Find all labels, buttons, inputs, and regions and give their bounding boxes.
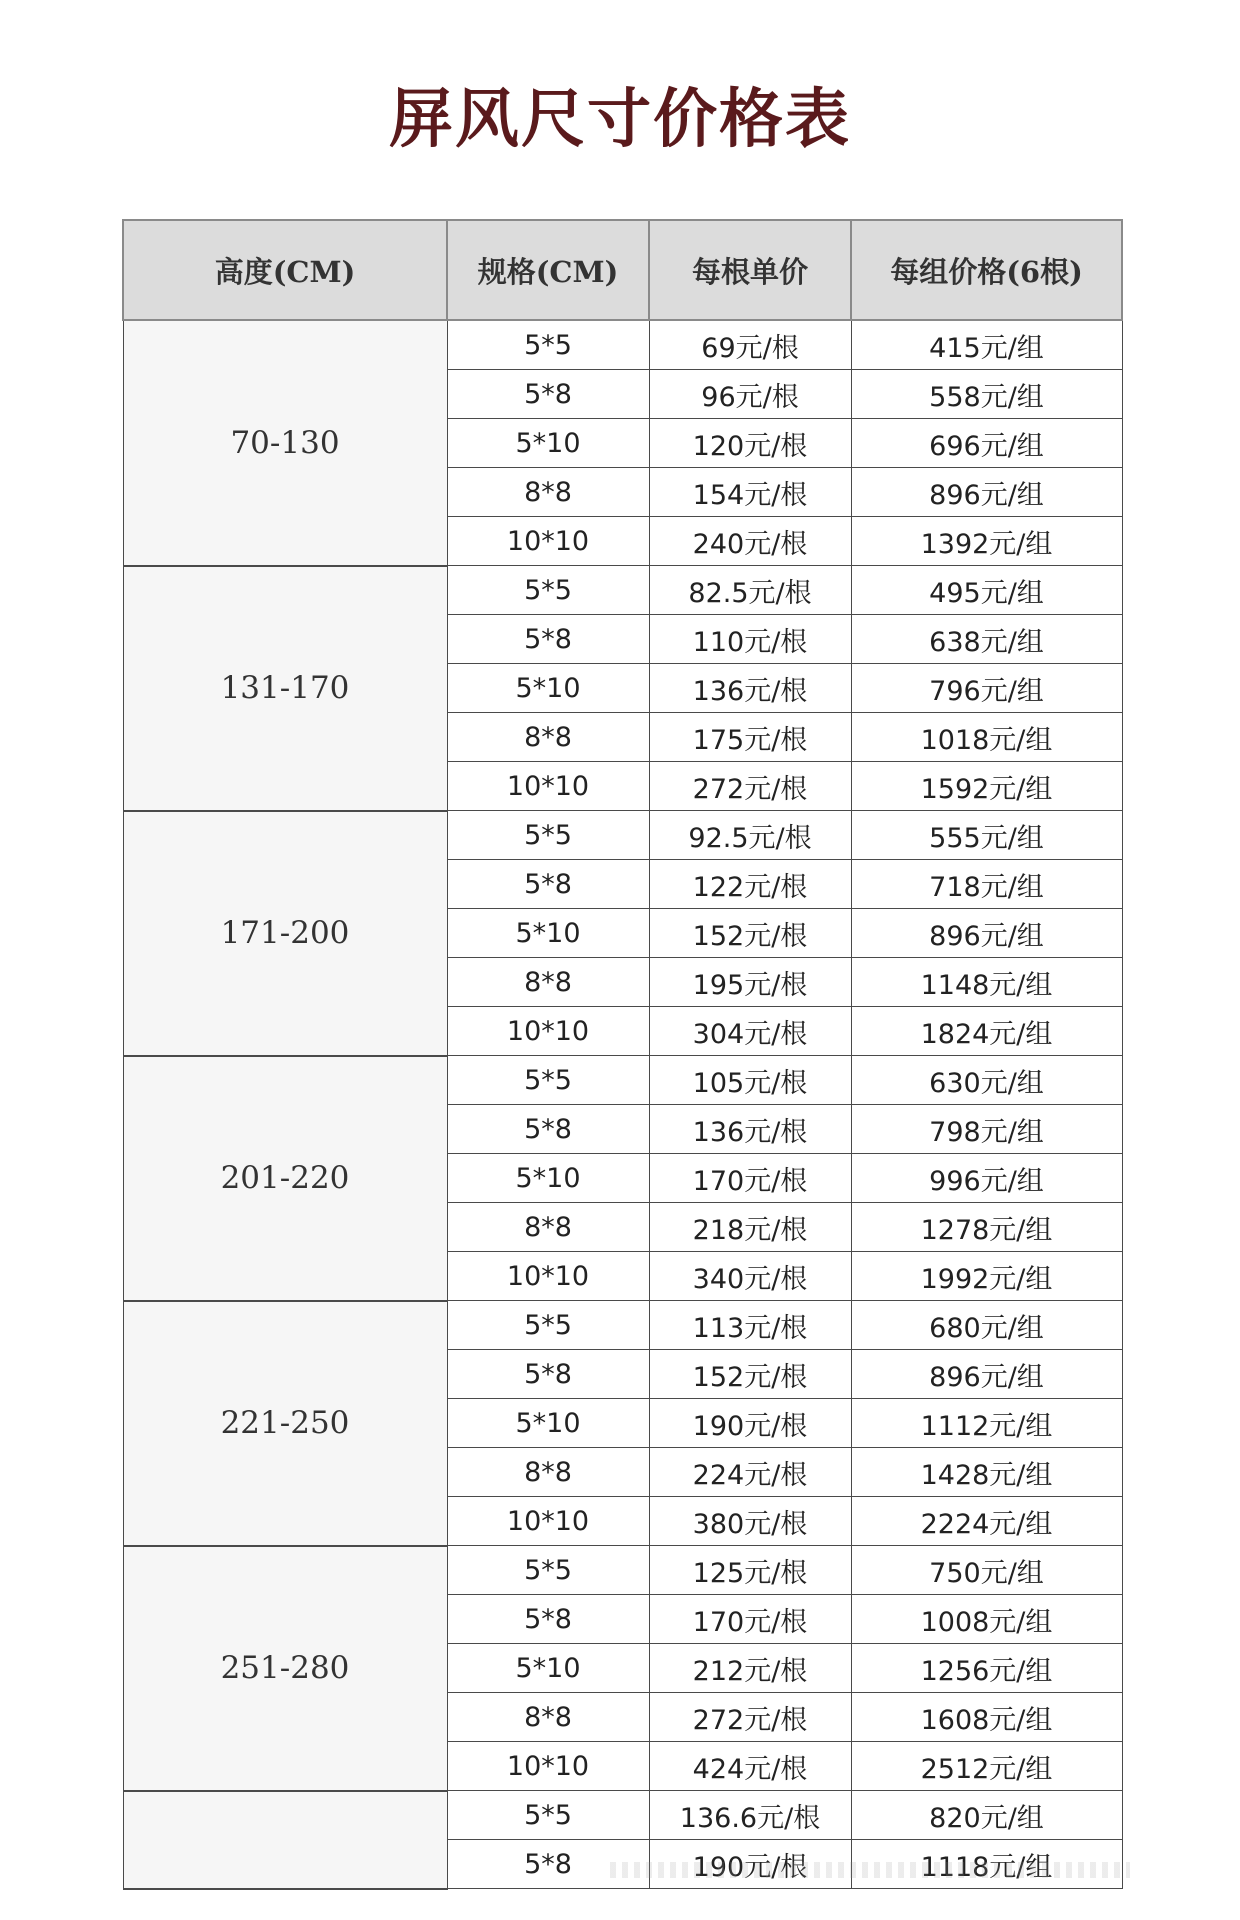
header-height: 高度(CM) <box>123 220 447 320</box>
set-price-cell: 1608元/组 <box>851 1693 1122 1742</box>
table-row <box>123 566 1122 615</box>
unit-price-cell: 136.6元/根 <box>649 1791 851 1840</box>
unit-price-cell: 82.5元/根 <box>649 566 851 615</box>
height-range-cell: 251-280 <box>123 1546 447 1791</box>
unit-price-cell: 136元/根 <box>649 664 851 713</box>
spec-cell: 5*10 <box>447 909 649 958</box>
height-range-cell: 171-200 <box>123 811 447 1056</box>
spec-cell: 5*10 <box>447 664 649 713</box>
spec-cell: 8*8 <box>447 468 649 517</box>
spec-cell: 5*5 <box>447 566 649 615</box>
spec-cell: 10*10 <box>447 517 649 566</box>
set-price-cell: 638元/组 <box>851 615 1122 664</box>
set-price-cell: 2512元/组 <box>851 1742 1122 1791</box>
unit-price-cell: 218元/根 <box>649 1203 851 1252</box>
set-price-cell: 1148元/组 <box>851 958 1122 1007</box>
unit-price-cell: 110元/根 <box>649 615 851 664</box>
table-row <box>123 1791 1122 1840</box>
table-row <box>123 1301 1122 1350</box>
set-price-cell: 1824元/组 <box>851 1007 1122 1056</box>
table-row <box>123 1056 1122 1105</box>
set-price-cell: 896元/组 <box>851 1350 1122 1399</box>
unit-price-cell: 122元/根 <box>649 860 851 909</box>
spec-cell: 5*8 <box>447 1350 649 1399</box>
header-spec: 规格(CM) <box>447 220 649 320</box>
unit-price-cell: 69元/根 <box>649 320 851 370</box>
set-price-cell: 996元/组 <box>851 1154 1122 1203</box>
spec-cell: 5*10 <box>447 419 649 468</box>
unit-price-cell: 224元/根 <box>649 1448 851 1497</box>
height-range-cell <box>123 1791 447 1889</box>
unit-price-cell: 212元/根 <box>649 1644 851 1693</box>
unit-price-cell: 272元/根 <box>649 1693 851 1742</box>
set-price-cell: 1008元/组 <box>851 1595 1122 1644</box>
unit-price-cell: 154元/根 <box>649 468 851 517</box>
unit-price-cell: 120元/根 <box>649 419 851 468</box>
spec-cell: 10*10 <box>447 1007 649 1056</box>
set-price-cell: 896元/组 <box>851 468 1122 517</box>
spec-cell: 5*5 <box>447 1791 649 1840</box>
table-header-row <box>123 220 1122 320</box>
spec-cell: 8*8 <box>447 1448 649 1497</box>
unit-price-cell: 190元/根 <box>649 1399 851 1448</box>
header-unit-price: 每根单价 <box>649 220 851 320</box>
set-price-cell: 680元/组 <box>851 1301 1122 1350</box>
spec-cell: 5*10 <box>447 1154 649 1203</box>
price-table <box>122 219 1123 1890</box>
unit-price-cell: 125元/根 <box>649 1546 851 1595</box>
height-range-cell: 70-130 <box>123 320 447 566</box>
unit-price-cell: 113元/根 <box>649 1301 851 1350</box>
set-price-cell: 2224元/组 <box>851 1497 1122 1546</box>
set-price-cell: 1278元/组 <box>851 1203 1122 1252</box>
unit-price-cell: 92.5元/根 <box>649 811 851 860</box>
set-price-cell: 750元/组 <box>851 1546 1122 1595</box>
set-price-cell: 796元/组 <box>851 664 1122 713</box>
unit-price-cell: 136元/根 <box>649 1105 851 1154</box>
unit-price-cell: 240元/根 <box>649 517 851 566</box>
unit-price-cell: 424元/根 <box>649 1742 851 1791</box>
spec-cell: 10*10 <box>447 1497 649 1546</box>
set-price-cell: 1592元/组 <box>851 762 1122 811</box>
unit-price-cell: 195元/根 <box>649 958 851 1007</box>
unit-price-cell: 175元/根 <box>649 713 851 762</box>
header-set-price: 每组价格(6根) <box>851 220 1122 320</box>
spec-cell: 5*8 <box>447 860 649 909</box>
unit-price-cell: 380元/根 <box>649 1497 851 1546</box>
page-title: 屏风尺寸价格表 <box>389 82 851 157</box>
spec-cell: 5*5 <box>447 811 649 860</box>
set-price-cell: 896元/组 <box>851 909 1122 958</box>
spec-cell: 5*8 <box>447 370 649 419</box>
spec-cell: 5*10 <box>447 1399 649 1448</box>
set-price-cell: 1428元/组 <box>851 1448 1122 1497</box>
spec-cell: 8*8 <box>447 1203 649 1252</box>
spec-cell: 5*8 <box>447 1840 649 1889</box>
set-price-cell: 798元/组 <box>851 1105 1122 1154</box>
unit-price-cell: 190元/根 <box>649 1840 851 1889</box>
spec-cell: 5*5 <box>447 1301 649 1350</box>
unit-price-cell: 96元/根 <box>649 370 851 419</box>
table-row <box>123 320 1122 370</box>
unit-price-cell: 170元/根 <box>649 1154 851 1203</box>
set-price-cell: 558元/组 <box>851 370 1122 419</box>
unit-price-cell: 170元/根 <box>649 1595 851 1644</box>
spec-cell: 10*10 <box>447 762 649 811</box>
set-price-cell: 415元/组 <box>851 320 1122 370</box>
unit-price-cell: 340元/根 <box>649 1252 851 1301</box>
set-price-cell: 1018元/组 <box>851 713 1122 762</box>
unit-price-cell: 304元/根 <box>649 1007 851 1056</box>
spec-cell: 5*5 <box>447 1546 649 1595</box>
spec-cell: 10*10 <box>447 1742 649 1791</box>
unit-price-cell: 152元/根 <box>649 909 851 958</box>
spec-cell: 5*8 <box>447 1105 649 1154</box>
height-range-cell: 221-250 <box>123 1301 447 1546</box>
set-price-cell: 718元/组 <box>851 860 1122 909</box>
unit-price-cell: 272元/根 <box>649 762 851 811</box>
spec-cell: 5*5 <box>447 1056 649 1105</box>
table-body <box>123 320 1122 1889</box>
height-range-cell: 131-170 <box>123 566 447 811</box>
price-table-container <box>122 219 1121 1890</box>
height-range-cell: 201-220 <box>123 1056 447 1301</box>
spec-cell: 5*5 <box>447 320 649 370</box>
table-row <box>123 811 1122 860</box>
spec-cell: 10*10 <box>447 1252 649 1301</box>
set-price-cell: 1392元/组 <box>851 517 1122 566</box>
set-price-cell: 696元/组 <box>851 419 1122 468</box>
table-row <box>123 1546 1122 1595</box>
unit-price-cell: 152元/根 <box>649 1350 851 1399</box>
spec-cell: 5*8 <box>447 1595 649 1644</box>
set-price-cell: 630元/组 <box>851 1056 1122 1105</box>
watermark <box>610 1862 1130 1878</box>
set-price-cell: 1118元/组 <box>851 1840 1122 1889</box>
set-price-cell: 820元/组 <box>851 1791 1122 1840</box>
spec-cell: 5*8 <box>447 615 649 664</box>
spec-cell: 5*10 <box>447 1644 649 1693</box>
spec-cell: 8*8 <box>447 958 649 1007</box>
unit-price-cell: 105元/根 <box>649 1056 851 1105</box>
set-price-cell: 495元/组 <box>851 566 1122 615</box>
spec-cell: 8*8 <box>447 1693 649 1742</box>
set-price-cell: 1992元/组 <box>851 1252 1122 1301</box>
spec-cell: 8*8 <box>447 713 649 762</box>
set-price-cell: 1256元/组 <box>851 1644 1122 1693</box>
set-price-cell: 555元/组 <box>851 811 1122 860</box>
set-price-cell: 1112元/组 <box>851 1399 1122 1448</box>
